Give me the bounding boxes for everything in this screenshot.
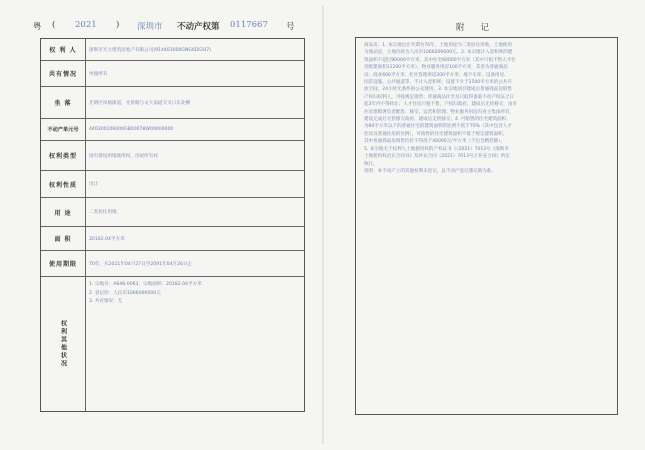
rights-holder-label: 权 利 人 [41,39,86,60]
cert-number: 0117667 [230,20,268,30]
area-label: 面 积 [41,227,86,250]
city-name: 深圳市 [137,22,163,32]
cert-type-label: 不动产权第 [177,22,220,32]
notes-line: 土地使用权出让合同书》及补充合同（2021）7013号之补充合同》约定 [364,154,510,160]
location-label: 坐 落 [41,87,86,118]
unit-number-label: 不动产单元号 [41,119,86,140]
row-other-status [41,277,304,411]
hao-char: 号 [286,22,295,32]
row-usage [41,198,304,227]
notes-line: 放空间，24小时无条件供公众使用。3. 本宗地项目建成后普通商品房销售 [364,87,512,93]
notes-line: 其中普通商品房销售均价不得高于40000元/平方米（不包含精装修）。 [364,139,506,145]
other-line: 2. 登记价：人民币1066000000元 [89,290,161,296]
paren-open: ( [52,20,56,30]
term-label: 使用期限 [41,251,86,276]
center-fold [322,6,324,444]
notes-line: 为商品房，土地价款为人民币1066000000元。2. 本宗地计入容积率的建 [364,50,513,56]
notes-line: 5. 本宗地关于权利人土地使用权的产权证书《（2021）7013号《深圳市 [364,146,509,152]
usage-label: 用 途 [41,198,86,226]
term-value: 70年，从2021年04月27日至2091年04月26日止 [89,261,193,267]
province-char: 粤 [33,22,42,32]
notes-line: 说明：本不动产上的其他权利未登记，以不动产登记簿记载为准。 [364,168,496,174]
row-term [41,251,304,277]
other-status-value [89,281,302,415]
notes-line: 起3年内不得转让；人才住房只租不售，产权归政府，建成后无偿移交，由市 [364,102,517,108]
right-type-value: 国有建设用地使用权，房屋所有权 [89,153,158,159]
other-status-label: 权利其他状况 [41,277,86,411]
row-location [41,87,304,119]
notes-line: 为80平方米以下的普通住宅的建筑面积的比例不低于70%（其中包含人才 [364,124,512,130]
right-nature-value: 出让 [89,182,99,187]
usage-value: 二类居住用地 [89,210,117,215]
notes-line: 筑面积不超过80000平方米，其中住宅60000平方米（其中只租不售人才住 [364,57,516,63]
notes-line: 房配建面积11200平方米），物业服务用房100平方米，其余为普通商品 [364,65,508,71]
notes-box [355,37,618,415]
notes-title: 附记 [456,23,506,33]
notes-line: 民防设施、公共通道等，不计入容积率；设置不少于2500平方米的公共开 [364,80,512,86]
notes-line: 执行。 [364,161,378,167]
registration-table [40,38,305,412]
right-nature-label: 权利性质 [41,171,86,197]
row-co-ownership [41,61,304,87]
row-area [41,227,304,251]
rights-holder-value: 深圳市光大建筑房地产有限公司(914403000GNG6DG5I7) [89,47,211,53]
location-value: 光明区凤凰街道，光侨路与文大南道交叉口东北侧 [89,100,191,106]
notes-line: 住房保障署负责配售、移交、运营和管理；物业服务用房归业主集体所有， [364,109,515,115]
row-unit-number [41,119,304,141]
co-ownership-label: 共有情况 [41,61,86,86]
certificate-header [33,17,333,33]
paren-close: ) [116,20,120,30]
co-ownership-value: 单独所有 [89,71,108,77]
other-line: 1. 宗地号：A646-0063，宗地面积：20182.04平方米 [89,282,202,287]
year-value: 2021 [75,20,97,30]
area-value: 20182.04平方米 [89,236,125,242]
notes-line: 商品房。1. 本宗地出让年期为70年，土地用途为二类居住用地，土地使用 [364,43,512,48]
notes-line: 产权归权利人，可按规定销售；普通商品住宅及只取得备案不动产权证之日 [364,94,515,100]
unit-number-value: 440300206000GB00078W00000000 [89,127,174,132]
notes-line: 房；商业600平方米；社区管理用房200平方米；地下车库、设备用房、 [364,72,509,78]
other-line: 3. 共有情况：无 [89,299,123,304]
notes-text [364,42,614,175]
right-type-label: 权利类型 [41,141,86,170]
row-right-nature [41,171,304,198]
row-rights-holder [41,39,304,61]
notes-line: 住房及普通住房的比例），可销售的住宅建筑面积不低于规定建筑面积， [364,131,508,137]
row-right-type [41,141,304,171]
notes-line: 建设完成后无偿移交政府，建成后无偿移交；4. 可销售的住宅建筑面积 [364,117,507,123]
